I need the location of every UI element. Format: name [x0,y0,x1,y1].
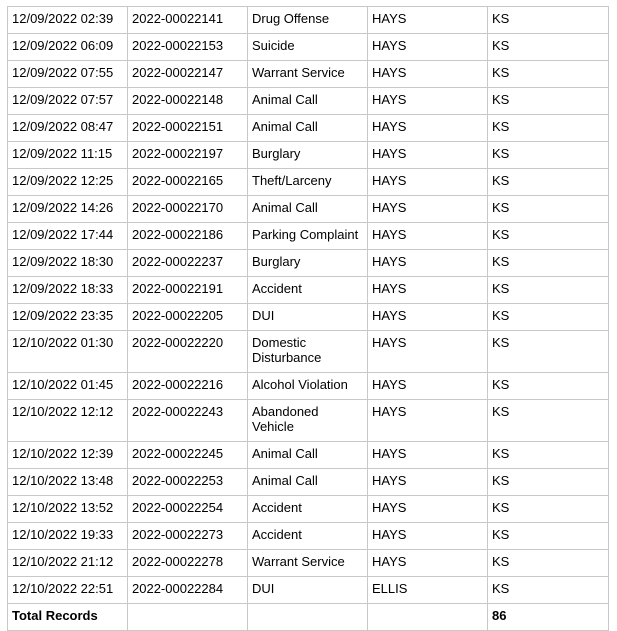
table-row [8,223,609,250]
incident-type-cell: Drug Offense [248,7,368,34]
table-row [8,550,609,577]
state-cell: KS [488,88,609,115]
case-number-cell: 2022-00022284 [128,577,248,604]
datetime-cell: 12/10/2022 22:51 [8,577,128,604]
state-cell: KS [488,373,609,400]
datetime-cell: 12/09/2022 18:33 [8,277,128,304]
datetime-cell: 12/09/2022 07:55 [8,61,128,88]
case-number-cell: 2022-00022191 [128,277,248,304]
state-cell: KS [488,169,609,196]
incident-type-cell: Parking Complaint [248,223,368,250]
case-number-cell: 2022-00022278 [128,550,248,577]
incident-type-cell: Animal Call [248,469,368,496]
case-number-cell: 2022-00022141 [128,7,248,34]
state-cell: KS [488,469,609,496]
incident-type-cell: Burglary [248,142,368,169]
state-cell: KS [488,400,609,442]
case-number-cell: 2022-00022220 [128,331,248,373]
city-cell: HAYS [368,496,488,523]
incident-type-cell: Theft/Larceny [248,169,368,196]
table-row [8,373,609,400]
incident-records-table [7,6,609,631]
incident-type-cell: Warrant Service [248,550,368,577]
city-cell: HAYS [368,7,488,34]
state-cell: KS [488,61,609,88]
case-number-cell: 2022-00022237 [128,250,248,277]
state-cell: KS [488,304,609,331]
state-cell: KS [488,142,609,169]
state-cell: KS [488,7,609,34]
case-number-cell: 2022-00022243 [128,400,248,442]
state-cell: KS [488,223,609,250]
datetime-cell: 12/10/2022 12:12 [8,400,128,442]
table-row [8,577,609,604]
incident-type-cell: Domestic Disturbance [248,331,368,373]
case-number-cell: 2022-00022186 [128,223,248,250]
city-cell: HAYS [368,304,488,331]
table-row [8,304,609,331]
state-cell: KS [488,523,609,550]
total-records-count: 86 [488,604,609,631]
incident-type-cell: Animal Call [248,442,368,469]
incident-type-cell: DUI [248,304,368,331]
case-number-cell: 2022-00022170 [128,196,248,223]
table-row [8,169,609,196]
incident-type-cell: Accident [248,523,368,550]
table-row [8,442,609,469]
state-cell: KS [488,496,609,523]
state-cell: KS [488,442,609,469]
city-cell: HAYS [368,34,488,61]
state-cell: KS [488,550,609,577]
case-number-cell: 2022-00022254 [128,496,248,523]
datetime-cell: 12/10/2022 19:33 [8,523,128,550]
state-cell: KS [488,577,609,604]
datetime-cell: 12/09/2022 07:57 [8,88,128,115]
city-cell: HAYS [368,169,488,196]
city-cell: HAYS [368,550,488,577]
table-row [8,469,609,496]
city-cell: HAYS [368,442,488,469]
city-cell: HAYS [368,277,488,304]
empty-cell [368,604,488,631]
incident-type-cell: Burglary [248,250,368,277]
datetime-cell: 12/10/2022 01:45 [8,373,128,400]
case-number-cell: 2022-00022197 [128,142,248,169]
table-row [8,88,609,115]
state-cell: KS [488,196,609,223]
city-cell: HAYS [368,88,488,115]
state-cell: KS [488,34,609,61]
empty-cell [128,604,248,631]
city-cell: HAYS [368,61,488,88]
incident-type-cell: Animal Call [248,88,368,115]
datetime-cell: 12/10/2022 13:48 [8,469,128,496]
datetime-cell: 12/09/2022 08:47 [8,115,128,142]
empty-cell [248,604,368,631]
table-row [8,523,609,550]
incident-type-cell: Suicide [248,34,368,61]
table-row [8,115,609,142]
city-cell: HAYS [368,373,488,400]
table-row [8,331,609,373]
datetime-cell: 12/10/2022 21:12 [8,550,128,577]
datetime-cell: 12/09/2022 06:09 [8,34,128,61]
case-number-cell: 2022-00022216 [128,373,248,400]
table-row [8,196,609,223]
incident-type-cell: Accident [248,277,368,304]
state-cell: KS [488,277,609,304]
total-records-row [8,604,609,631]
state-cell: KS [488,250,609,277]
table-row [8,250,609,277]
case-number-cell: 2022-00022205 [128,304,248,331]
city-cell: HAYS [368,142,488,169]
table-row [8,400,609,442]
city-cell: HAYS [368,223,488,250]
state-cell: KS [488,331,609,373]
datetime-cell: 12/09/2022 12:25 [8,169,128,196]
table-row [8,142,609,169]
incident-type-cell: Animal Call [248,115,368,142]
incident-type-cell: Alcohol Violation [248,373,368,400]
incident-type-cell: Warrant Service [248,61,368,88]
case-number-cell: 2022-00022151 [128,115,248,142]
datetime-cell: 12/09/2022 02:39 [8,7,128,34]
case-number-cell: 2022-00022273 [128,523,248,550]
table-row [8,34,609,61]
city-cell: HAYS [368,115,488,142]
table-row [8,7,609,34]
city-cell: HAYS [368,523,488,550]
case-number-cell: 2022-00022148 [128,88,248,115]
incident-type-cell: Accident [248,496,368,523]
case-number-cell: 2022-00022253 [128,469,248,496]
table-row [8,277,609,304]
incident-type-cell: Animal Call [248,196,368,223]
datetime-cell: 12/09/2022 18:30 [8,250,128,277]
city-cell: HAYS [368,400,488,442]
city-cell: HAYS [368,469,488,496]
records-body [8,7,609,631]
incident-type-cell: Abandoned Vehicle [248,400,368,442]
datetime-cell: 12/09/2022 23:35 [8,304,128,331]
state-cell: KS [488,115,609,142]
datetime-cell: 12/09/2022 14:26 [8,196,128,223]
city-cell: ELLIS [368,577,488,604]
datetime-cell: 12/09/2022 11:15 [8,142,128,169]
incident-type-cell: DUI [248,577,368,604]
datetime-cell: 12/10/2022 12:39 [8,442,128,469]
datetime-cell: 12/09/2022 17:44 [8,223,128,250]
total-records-label: Total Records [8,604,128,631]
case-number-cell: 2022-00022153 [128,34,248,61]
datetime-cell: 12/10/2022 13:52 [8,496,128,523]
datetime-cell: 12/10/2022 01:30 [8,331,128,373]
case-number-cell: 2022-00022245 [128,442,248,469]
city-cell: HAYS [368,196,488,223]
case-number-cell: 2022-00022165 [128,169,248,196]
city-cell: HAYS [368,250,488,277]
table-row [8,61,609,88]
city-cell: HAYS [368,331,488,373]
case-number-cell: 2022-00022147 [128,61,248,88]
table-row [8,496,609,523]
